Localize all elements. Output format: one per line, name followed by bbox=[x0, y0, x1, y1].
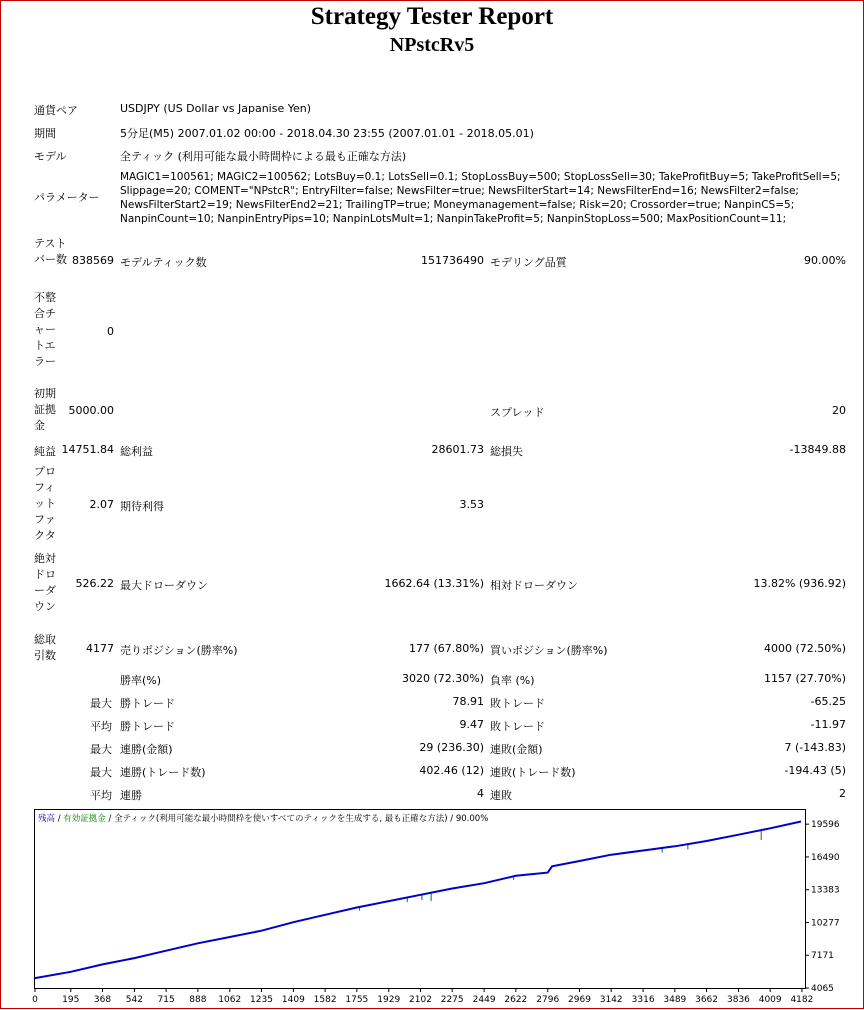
x-tick-label: 3662 bbox=[695, 995, 719, 1005]
legend-sep: / bbox=[55, 814, 64, 824]
y-tick-label: 19596 bbox=[811, 820, 840, 831]
avg-label-2: 平均 bbox=[90, 789, 112, 802]
x-tick-label: 1755 bbox=[345, 995, 369, 1005]
trades-label: 総取引数 bbox=[34, 633, 56, 662]
avgconsecloss-value: 2 bbox=[839, 787, 846, 800]
avgconsecloss-label: 連敗 bbox=[490, 789, 512, 802]
x-tick-label: 1929 bbox=[377, 995, 401, 1005]
pair-label: 通貨ペア bbox=[34, 104, 78, 117]
avgwin-label: 勝トレード bbox=[120, 720, 175, 733]
mismatch-label: 不整合チャートエラー bbox=[34, 291, 56, 368]
maxloss-label: 敗トレード bbox=[490, 697, 545, 710]
params-label: パラメーター bbox=[34, 191, 100, 204]
consecwin-trades-label: 連勝(トレード数) bbox=[120, 766, 206, 779]
x-tick-label: 2622 bbox=[504, 995, 528, 1005]
x-tick-label: 368 bbox=[93, 995, 112, 1005]
x-tick-label: 3836 bbox=[727, 995, 750, 1005]
maxdd-value: 1662.64 (13.31%) bbox=[384, 577, 484, 590]
x-tick-label: 715 bbox=[157, 995, 175, 1005]
params-value: MAGIC1=100561; MAGIC2=100562; LotsBuy=0.1; LotsSell=0.1; StopLossBuy=500; StopLossSell=30; TakeProfitBuy=5; TakeProfitSell=5; Slippage=20; COMENT="NPstcR"; EntryFilter=false; NewsFilter=true; NewsFilterStart=14; NewsFilterEnd=16; NewsFilter2=false; NewsFilterStart2=19; NewsFilterEnd2=21; TrailingTP=true; Moneymanagement=false; Risk=20; Crossorder=true; NanpinCS=5; NanpinCount=10; NanpinEntryPips=10; NanpinLotsMult=1; NanpinTakeProfit=5; NanpinStopLoss=500; MaxPositionCount=11; bbox=[120, 171, 841, 225]
maxdd-label: 最大ドローダウン bbox=[120, 579, 208, 592]
x-tick-label: 1409 bbox=[281, 995, 305, 1005]
pair-value: USDJPY (US Dollar vs Japanise Yen) bbox=[120, 102, 312, 115]
consecloss-money-value: 7 (-143.83) bbox=[784, 741, 846, 754]
grossprofit-label: 総利益 bbox=[120, 445, 153, 458]
consecwin-money-value: 29 (236.30) bbox=[419, 741, 484, 754]
maxwin-label: 勝トレード bbox=[120, 697, 175, 710]
y-tick-label: 13383 bbox=[811, 885, 840, 896]
modelticks-value: 151736490 bbox=[421, 254, 484, 267]
lossrate-value: 1157 (27.70%) bbox=[763, 672, 846, 685]
avgwin-value: 9.47 bbox=[459, 718, 484, 731]
x-tick-label: 4182 bbox=[790, 995, 814, 1005]
consecwin-money-label: 連勝(金額) bbox=[120, 743, 173, 756]
consecloss-money-label: 連敗(金額) bbox=[490, 743, 543, 756]
x-tick-label: 195 bbox=[62, 995, 80, 1005]
model-label: モデル bbox=[34, 150, 67, 163]
x-tick-label: 2969 bbox=[568, 995, 591, 1005]
x-tick-label: 888 bbox=[189, 995, 207, 1005]
pf-label: プロフィットファクタ bbox=[34, 465, 56, 542]
period-label: 期間 bbox=[34, 127, 56, 140]
reldd-value: 13.82% (936.92) bbox=[753, 577, 846, 590]
period-value: 5分足(M5) 2007.01.02 00:00 - 2018.04.30 23:55 (2007.01.01 - 2018.05.01) bbox=[120, 127, 534, 140]
x-tick-label: 0 bbox=[32, 995, 38, 1005]
chart-legend bbox=[38, 813, 488, 824]
long-value: 4000 (72.50%) bbox=[763, 642, 846, 655]
balance-chart-svg bbox=[34, 809, 854, 1007]
winrate-value: 3020 (72.30%) bbox=[401, 672, 484, 685]
x-tick-label: 3316 bbox=[631, 995, 655, 1005]
x-tick-label: 2102 bbox=[409, 995, 432, 1005]
winrate-label: 勝率(%) bbox=[120, 674, 162, 687]
expected-label: 期待利得 bbox=[120, 500, 164, 513]
quality-value: 90.00% bbox=[804, 254, 846, 267]
short-value: 177 (67.80%) bbox=[408, 642, 484, 655]
avgloss-value: -11.97 bbox=[810, 718, 846, 731]
reldd-label: 相対ドローダウン bbox=[490, 579, 578, 592]
consecwin-trades-value: 402.46 (12) bbox=[419, 764, 484, 777]
deposit-label: 初期証拠金 bbox=[34, 387, 56, 432]
grossloss-label: 総損失 bbox=[490, 445, 523, 458]
lossrate-label: 負率 (%) bbox=[490, 674, 535, 687]
legend-balance: 残高 bbox=[38, 814, 56, 824]
x-tick-label: 2796 bbox=[536, 995, 560, 1005]
x-tick-label: 1582 bbox=[313, 995, 337, 1005]
model-value: 全ティック (利用可能な最小時間枠による最も正確な方法) bbox=[120, 150, 407, 163]
expected-value: 3.53 bbox=[459, 498, 484, 511]
x-tick-label: 4009 bbox=[758, 995, 782, 1005]
maxwin-value: 78.91 bbox=[452, 695, 484, 708]
maxloss-value: -65.25 bbox=[810, 695, 846, 708]
x-tick-label: 2449 bbox=[472, 995, 496, 1005]
testbars-label: テストバー数 bbox=[34, 237, 67, 266]
mismatch-value: 0 bbox=[107, 325, 114, 338]
grossprofit-value: 28601.73 bbox=[431, 443, 484, 456]
deposit-value: 5000.00 bbox=[68, 404, 114, 417]
y-tick-label: 10277 bbox=[811, 918, 840, 929]
spread-label: スプレッド bbox=[490, 406, 545, 419]
legend-equity: 有効証拠金 bbox=[63, 814, 106, 824]
long-label: 買いポジション(勝率%) bbox=[490, 644, 608, 657]
netprofit-value: 14751.84 bbox=[61, 443, 114, 456]
avgloss-label: 敗トレード bbox=[490, 720, 545, 733]
short-label: 売りポジション(勝率%) bbox=[120, 644, 238, 657]
avgconsecwin-value: 4 bbox=[477, 787, 484, 800]
x-tick-label: 3142 bbox=[599, 995, 623, 1005]
consecloss-trades-value: -194.43 (5) bbox=[784, 764, 846, 777]
spread-value: 20 bbox=[832, 404, 846, 417]
grossloss-value: -13849.88 bbox=[789, 443, 846, 456]
report-subtitle: NPstcRv5 bbox=[389, 34, 475, 56]
modelticks-label: モデルティック数 bbox=[120, 256, 207, 269]
x-tick-label: 1235 bbox=[250, 995, 273, 1005]
legend-rest: / 全ティック(利用可能な最小時間枠を使いすべてのティックを生成する, 最も正確な方法) / 90.00% bbox=[105, 814, 489, 824]
avgconsecwin-label: 連勝 bbox=[120, 789, 142, 802]
quality-label: モデリング品質 bbox=[490, 256, 567, 269]
max-label-3: 最大 bbox=[90, 766, 112, 779]
max-label: 最大 bbox=[90, 697, 112, 710]
testbars-value: 838569 bbox=[72, 254, 114, 267]
x-tick-label: 3489 bbox=[663, 995, 687, 1005]
x-tick-label: 2275 bbox=[440, 995, 464, 1005]
absdd-label: 絶対ドローダウン bbox=[34, 552, 56, 613]
x-tick-label: 542 bbox=[125, 995, 143, 1005]
y-tick-label: 16490 bbox=[811, 852, 840, 863]
avg-label: 平均 bbox=[90, 720, 112, 733]
report-title: Strategy Tester Report bbox=[310, 3, 554, 30]
absdd-value: 526.22 bbox=[75, 577, 114, 590]
pf-value: 2.07 bbox=[89, 498, 114, 511]
x-tick-label: 1062 bbox=[218, 995, 242, 1005]
y-tick-label: 7171 bbox=[811, 951, 834, 962]
y-tick-label: 4065 bbox=[811, 984, 834, 994]
trades-value: 4177 bbox=[86, 642, 114, 655]
plot-area bbox=[35, 810, 806, 989]
consecloss-trades-label: 連敗(トレード数) bbox=[490, 766, 576, 779]
balance-chart bbox=[34, 809, 854, 1009]
netprofit-label: 純益 bbox=[34, 445, 56, 458]
max-label-2: 最大 bbox=[90, 743, 112, 756]
